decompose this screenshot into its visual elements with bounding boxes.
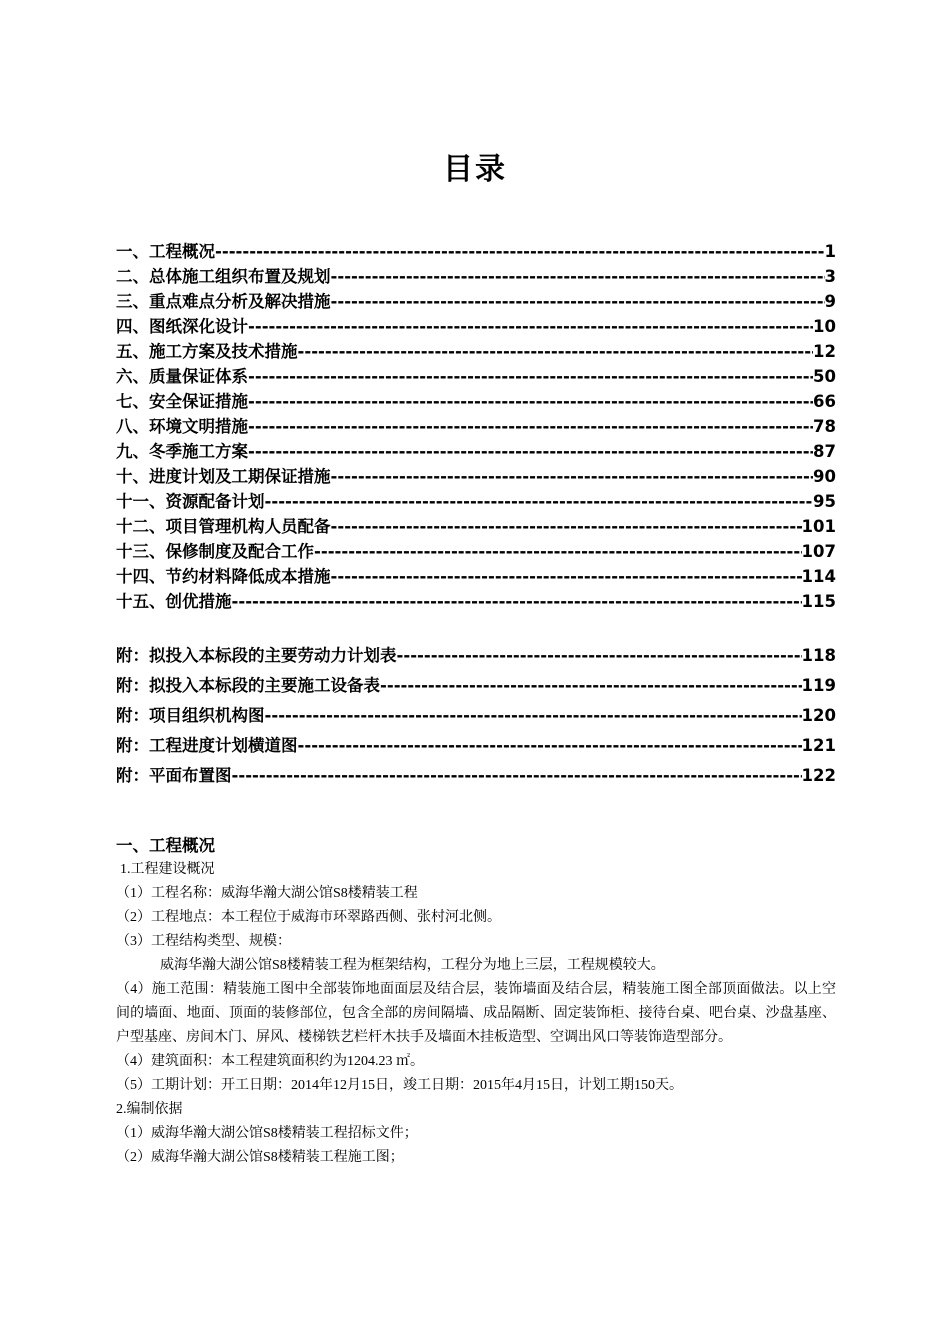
- appendix-entry: [116, 732, 836, 762]
- appendix-entry: [116, 642, 836, 672]
- entry-label: 附：项目组织机构图 -----: [116, 702, 802, 726]
- paragraph: （4）建筑面积：本工程建筑面积约为1204.23 ㎡。: [116, 1054, 424, 1069]
- entry-label: 十五、创优措施 -----: [116, 588, 802, 612]
- toc-entry: [116, 513, 836, 538]
- toc-entry: [116, 538, 836, 563]
- entry-label: 附：平面布置图 -----: [116, 762, 802, 786]
- entry-label: 附：工程进度计划横道图 -----: [116, 732, 802, 756]
- entry-label: 十四、节约材料降低成本措施 -----: [116, 563, 802, 587]
- entry-page-number: 87: [813, 442, 836, 461]
- toc-entry: [116, 588, 836, 613]
- entry-page-number: 78: [813, 417, 836, 436]
- toc-entry: [116, 438, 836, 463]
- entry-page-number: 119: [801, 676, 836, 695]
- entry-page-number: 66: [813, 392, 836, 411]
- toc-entry: [116, 463, 836, 488]
- entry-label: 二、总体施工组织布置及规划 -----: [116, 263, 825, 287]
- entry-label: 四、图纸深化设计 -----: [116, 313, 813, 337]
- entry-page-number: 50: [813, 367, 836, 386]
- entry-page-number: 122: [801, 766, 836, 785]
- entry-label: 六、质量保证体系 -----: [116, 363, 813, 387]
- entry-page-number: 95: [813, 492, 836, 511]
- subheading: 2.编制依据: [116, 1102, 183, 1117]
- entry-label: 十一、资源配备计划 -----: [116, 488, 813, 512]
- entry-label: 十二、项目管理机构人员配备 -----: [116, 513, 802, 537]
- page-title: 目录: [443, 152, 507, 187]
- toc-entry: [116, 413, 836, 438]
- toc-entry: [116, 388, 836, 413]
- entry-page-number: 118: [801, 646, 836, 665]
- entry-label: 十三、保修制度及配合工作 -----: [116, 538, 802, 562]
- entry-page-number: 3: [824, 267, 836, 286]
- entry-label: 一、工程概况 -----: [116, 238, 825, 262]
- toc-entry: [116, 563, 836, 588]
- section-project-overview: [116, 832, 836, 1170]
- entry-label: 七、安全保证措施 -----: [116, 388, 813, 412]
- entry-label: 八、环境文明措施 -----: [116, 413, 813, 437]
- appendix-list: [116, 642, 836, 792]
- toc-entry: [116, 313, 836, 338]
- entry-page-number: 120: [801, 706, 836, 725]
- entry-page-number: 107: [801, 542, 836, 561]
- entry-page-number: 121: [801, 736, 836, 755]
- subheading: 1.工程建设概况: [120, 862, 215, 877]
- paragraph: （2）威海华瀚大湖公馆S8楼精装工程施工图；: [116, 1150, 404, 1165]
- entry-label: 十、进度计划及工期保证措施 -----: [116, 463, 813, 487]
- toc-entry: [116, 238, 836, 263]
- entry-page-number: 115: [801, 592, 836, 611]
- appendix-entry: [116, 762, 836, 792]
- entry-page-number: 1: [824, 242, 836, 261]
- entry-page-number: 12: [813, 342, 836, 361]
- paragraph: （1）工程名称：威海华瀚大湖公馆S8楼精装工程: [116, 886, 418, 901]
- entry-label: 三、重点难点分析及解决措施 -----: [116, 288, 825, 312]
- paragraph: （1）威海华瀚大湖公馆S8楼精装工程招标文件；: [116, 1126, 418, 1141]
- paragraph: （5）工期计划：开工日期：2014年12月15日，竣工日期：2015年4月15日，计划工期150天。: [116, 1078, 683, 1093]
- paragraph: （2）工程地点：本工程位于威海市环翠路西侧、张村河北侧。: [116, 910, 501, 925]
- paragraph: 威海华瀚大湖公馆S8楼精装工程为框架结构，工程分为地上三层，工程规模较大。: [160, 958, 665, 973]
- paragraph: （4）施工范围：精装施工图中全部装饰地面面层及结合层，装饰墙面及结合层，精装施工图全部顶面做法。以上空间的墙面、地面、顶面的装修部位，包含全部的房间隔墙、成品隔断、固定装饰柜、接待台桌、吧台桌、沙盘基座、户型基座、房间木门、屏风、楼梯铁艺栏杆木扶手及墙面木挂板造型、空调出风口等装饰造型部分。: [116, 982, 836, 1045]
- appendix-entry: [116, 672, 836, 702]
- toc-entry: [116, 363, 836, 388]
- entry-page-number: 90: [813, 467, 836, 486]
- entry-label: 附：拟投入本标段的主要施工设备表 -----: [116, 672, 802, 696]
- entry-label: 九、冬季施工方案 -----: [116, 438, 813, 462]
- entry-page-number: 101: [801, 517, 836, 536]
- toc-entry: [116, 263, 836, 288]
- section-heading: 一、工程概况: [116, 836, 215, 855]
- appendix-entry: [116, 702, 836, 732]
- table-of-contents: [116, 238, 836, 613]
- entry-page-number: 10: [813, 317, 836, 336]
- toc-entry: [116, 288, 836, 313]
- entry-page-number: 114: [801, 567, 836, 586]
- paragraph: （3）工程结构类型、规模：: [116, 934, 291, 949]
- toc-entry: [116, 488, 836, 513]
- entry-label: 五、施工方案及技术措施 -----: [116, 338, 813, 362]
- entry-page-number: 9: [824, 292, 836, 311]
- toc-entry: [116, 338, 836, 363]
- entry-label: 附：拟投入本标段的主要劳动力计划表 -----: [116, 642, 802, 666]
